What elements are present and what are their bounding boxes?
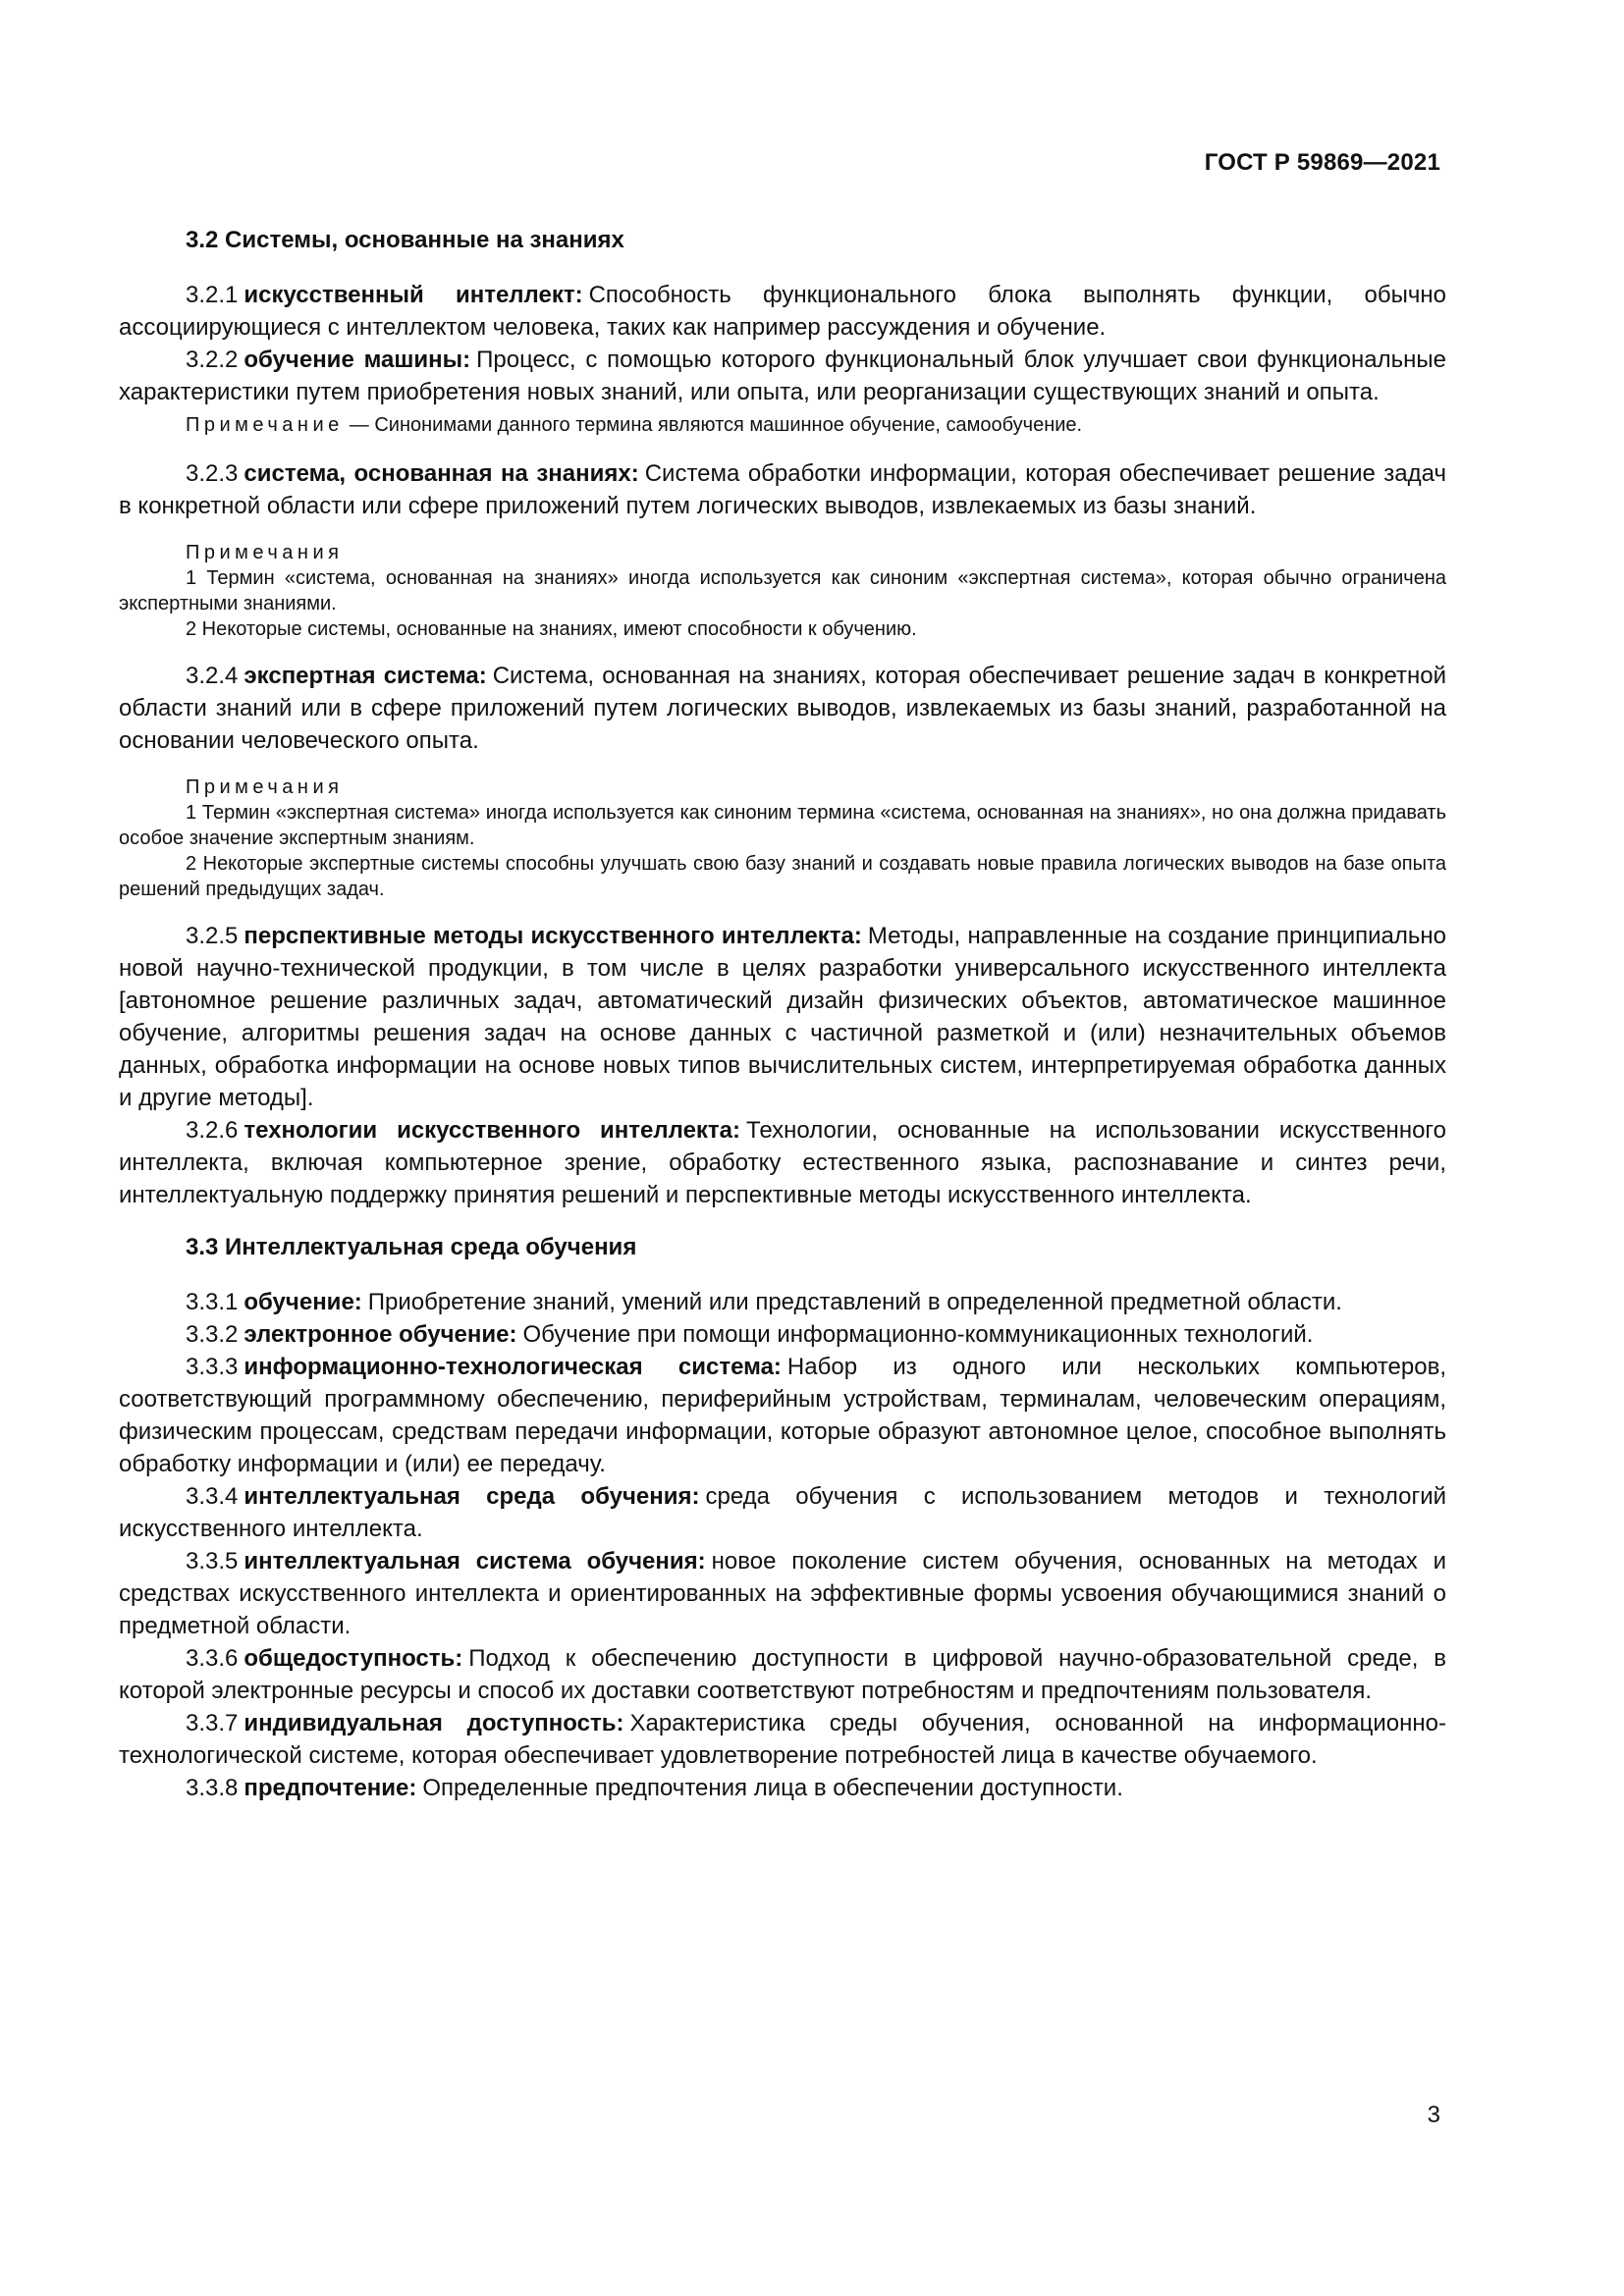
definition-text: Определенные предпочтения лица в обеспечении доступности.: [422, 1775, 1123, 1801]
note-3-2-2: [119, 412, 1446, 438]
definition-term: предпочтение:: [244, 1775, 417, 1801]
section-heading-3-2: 3.2 Системы, основанные на знаниях: [186, 227, 624, 253]
definition-text: Процесс, с помощью которого функциональный блок улучшает свои функциональные характеристики путем приобретения новых знаний, или опыта, или реорганизации существующих знаний и опыта.: [119, 347, 1446, 405]
definition-number: 3.2.4: [186, 663, 239, 689]
definition-term: обучение машины:: [244, 347, 471, 373]
definition-text: Способность функционального блока выполнять функции, обычно ассоциирующиеся с интеллектом человека, таких как например рассуждения и обучение.: [119, 282, 1446, 341]
definition-3-2-1: [119, 279, 1446, 344]
section-heading-3-3: 3.3 Интеллектуальная среда обучения: [186, 1234, 637, 1260]
definition-3-2-2: [119, 344, 1446, 408]
definition-term: интеллектуальная среда обучения:: [244, 1483, 700, 1510]
definition-number: 3.3.2: [186, 1321, 239, 1348]
definition-term: экспертная система:: [244, 663, 487, 689]
definition-term: электронное обучение:: [244, 1321, 517, 1348]
standard-designation: ГОСТ Р 59869—2021: [1204, 149, 1440, 176]
definition-3-3-1: [119, 1286, 1446, 1318]
definition-term: искусственный интеллект:: [244, 282, 583, 308]
definition-term: индивидуальная доступность:: [244, 1710, 624, 1736]
definition-text: новое поколение систем обучения, основанных на методах и средствах искусственного интеллекта и ориентированных на эффективные формы усвоения обучающимися знаний о предметной области.: [119, 1548, 1446, 1639]
note-item: 1 Термин «система, основанная на знаниях» иногда используется как синоним «экспертная система», которая обычно ограничена экспертными знаниями.: [119, 567, 1446, 614]
definition-3-2-3: [119, 457, 1446, 522]
notes-3-2-4: [119, 774, 1446, 902]
definition-number: 3.2.3: [186, 460, 239, 487]
definition-text: среда обучения с использованием методов и технологий искусственного интеллекта.: [119, 1483, 1447, 1542]
page-content: [119, 224, 1446, 1804]
definition-text: Обучение при помощи информационно-коммуникационных технологий.: [522, 1321, 1314, 1348]
notes-3-2-3: [119, 540, 1446, 642]
definition-text: Характеристика среды обучения, основанной на информационно-технологической системе, которая обеспечивает удовлетворение потребностей лица в качестве обучаемого.: [119, 1710, 1446, 1769]
note-item: 2 Некоторые системы, основанные на знаниях, имеют способности к обучению.: [186, 618, 917, 640]
definition-number: 3.2.2: [186, 347, 239, 373]
definition-3-3-3: [119, 1351, 1446, 1480]
definition-text: Система, основанная на знаниях, которая обеспечивает решение задач в конкретной области знаний или в сфере приложений путем логических выводов, извлекаемых из базы знаний, разработанной на основании человеческого опыта.: [119, 663, 1447, 754]
definition-text: Набор из одного или нескольких компьютеров, соответствующий программному обеспечению, периферийным устройствам, терминалам, человеческим операциям, физическим процессам, средствам передачи информации, которые образуют автономное целое, способное выполнять обработку информации и (или) ее передачу.: [119, 1354, 1446, 1477]
definition-number: 3.3.8: [186, 1775, 239, 1801]
definition-text: Методы, направленные на создание принципиально новой научно-технической продукции, в том числе в целях разработки универсального искусственного интеллекта [автономное решение различных задач, автоматический дизайн физических объектов, автоматическое машинное обучение, алгоритмы решения задач на основе данных с частичной разметкой и (или) незначительных объемов данных, обработка информации на основе новых типов вычислительных систем, интерпретируемая обработка данных и другие методы].: [119, 923, 1447, 1111]
definition-3-3-2: [119, 1318, 1446, 1351]
note-item: 2 Некоторые экспертные системы способны улучшать свою базу знаний и создавать новые правила логических выводов на базе опыта решений предыдущих задач.: [119, 853, 1446, 900]
definition-3-3-7: [119, 1707, 1446, 1772]
definition-3-3-5: [119, 1545, 1446, 1642]
notes-label: Примечания: [186, 776, 344, 798]
definition-number: 3.3.3: [186, 1354, 239, 1380]
definition-term: перспективные методы искусственного интеллекта:: [244, 923, 862, 949]
definition-term: интеллектуальная система обучения:: [244, 1548, 706, 1575]
definition-text: Система обработки информации, которая обеспечивает решение задач в конкретной области или сфере приложений путем логических выводов, извлекаемых из базы знаний.: [119, 460, 1446, 519]
definition-term: система, основанная на знаниях:: [244, 460, 639, 487]
definition-number: 3.3.7: [186, 1710, 239, 1736]
definition-text: Подход к обеспечению доступности в цифровой научно-образовательной среде, в которой электронные ресурсы и способ их доставки соответствуют потребностям и предпочтениям пользователя.: [119, 1645, 1446, 1704]
definition-3-2-4: [119, 660, 1446, 757]
definition-3-2-5: [119, 920, 1446, 1114]
definition-number: 3.3.1: [186, 1289, 239, 1315]
definition-number: 3.3.5: [186, 1548, 239, 1575]
definition-3-2-6: [119, 1114, 1446, 1211]
note-label: Примечание: [186, 414, 344, 436]
definition-term: общедоступность:: [244, 1645, 463, 1672]
definition-number: 3.2.1: [186, 282, 239, 308]
note-text: — Синонимами данного термина являются машинное обучение, самообучение.: [349, 414, 1083, 436]
definition-number: 3.2.6: [186, 1117, 239, 1144]
definition-term: обучение:: [244, 1289, 362, 1315]
definition-number: 3.3.4: [186, 1483, 239, 1510]
page-number: 3: [1427, 2102, 1440, 2128]
definition-text: Технологии, основанные на использовании искусственного интеллекта, включая компьютерное зрение, обработку естественного языка, распознавание и синтез речи, интеллектуальную поддержку принятия решений и перспективные методы искусственного интеллекта.: [119, 1117, 1446, 1208]
note-line: [119, 412, 1446, 438]
note-item: 1 Термин «экспертная система» иногда используется как синоним термина «система, основанная на знаниях», но она должна придавать особое значение экспертным знаниям.: [119, 802, 1446, 849]
definition-3-3-4: [119, 1480, 1446, 1545]
definition-term: информационно-технологическая система:: [244, 1354, 782, 1380]
definition-text: Приобретение знаний, умений или представлений в определенной предметной области.: [367, 1289, 1342, 1315]
definition-3-3-8: [119, 1772, 1446, 1804]
definition-3-3-6: [119, 1642, 1446, 1707]
definition-number: 3.3.6: [186, 1645, 239, 1672]
definition-term: технологии искусственного интеллекта:: [244, 1117, 741, 1144]
definition-number: 3.2.5: [186, 923, 239, 949]
notes-label: Примечания: [186, 542, 344, 563]
